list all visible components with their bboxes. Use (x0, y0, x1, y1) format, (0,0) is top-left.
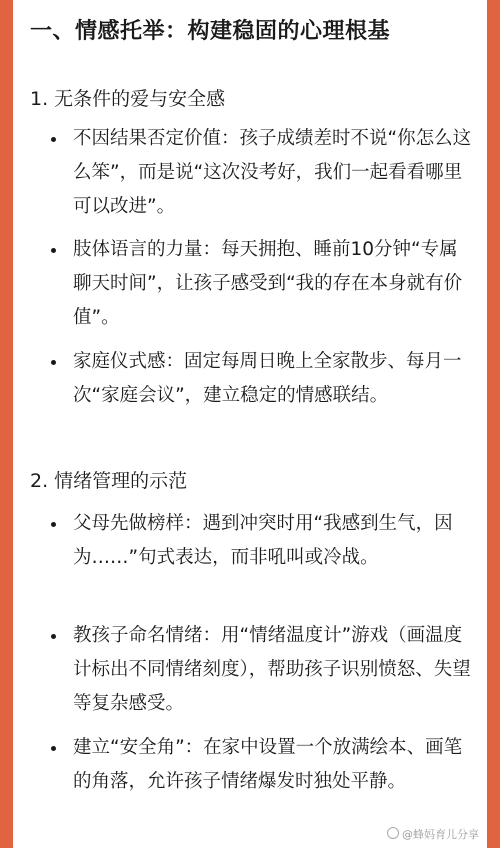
list-item-text: 肢体语言的力量：每天拥抱、睡前10分钟“专属聊天时间”，让孩子感受到“我的存在本身就有价值”。 (73, 239, 463, 328)
section-heading-1: 1. 无条件的爱与安全感 (30, 88, 226, 110)
bullet-icon (51, 137, 56, 142)
watermark (387, 826, 479, 842)
watermark-text: @蜂妈育儿分享 (402, 828, 479, 841)
list-item-text: 家庭仪式感：固定每周日晚上全家散步、每月一次“家庭会议”，建立稳定的情感联结。 (73, 351, 462, 406)
bullet-icon (51, 746, 56, 751)
list-item-text: 教孩子命名情绪：用“情绪温度计”游戏（画温度计标出不同情绪刻度），帮助孩子识别愤怒、失望等复杂感受。 (73, 625, 471, 714)
article-card (13, 0, 487, 848)
list-item-text: 建立“安全角”：在家中设置一个放满绘本、画笔的角落，允许孩子情绪爆发时独处平静。 (73, 737, 463, 792)
bullet-icon (51, 360, 56, 365)
section-heading-2: 2. 情绪管理的示范 (30, 470, 188, 492)
page-title: 一、情感托举：构建稳固的心理根基 (30, 19, 391, 44)
brand-logo-icon (387, 827, 399, 839)
list-item-text: 父母先做榜样：遇到冲突时用“我感到生气，因为……”句式表达，而非吼叫或冷战。 (73, 513, 453, 568)
bullet-icon (51, 634, 56, 639)
list-item-text: 不因结果否定价值：孩子成绩差时不说“你怎么这么笨”，而是说“这次没考好，我们一起看看哪里可以改进”。 (73, 128, 472, 217)
bullet-icon (51, 522, 56, 527)
bullet-icon (51, 248, 56, 253)
